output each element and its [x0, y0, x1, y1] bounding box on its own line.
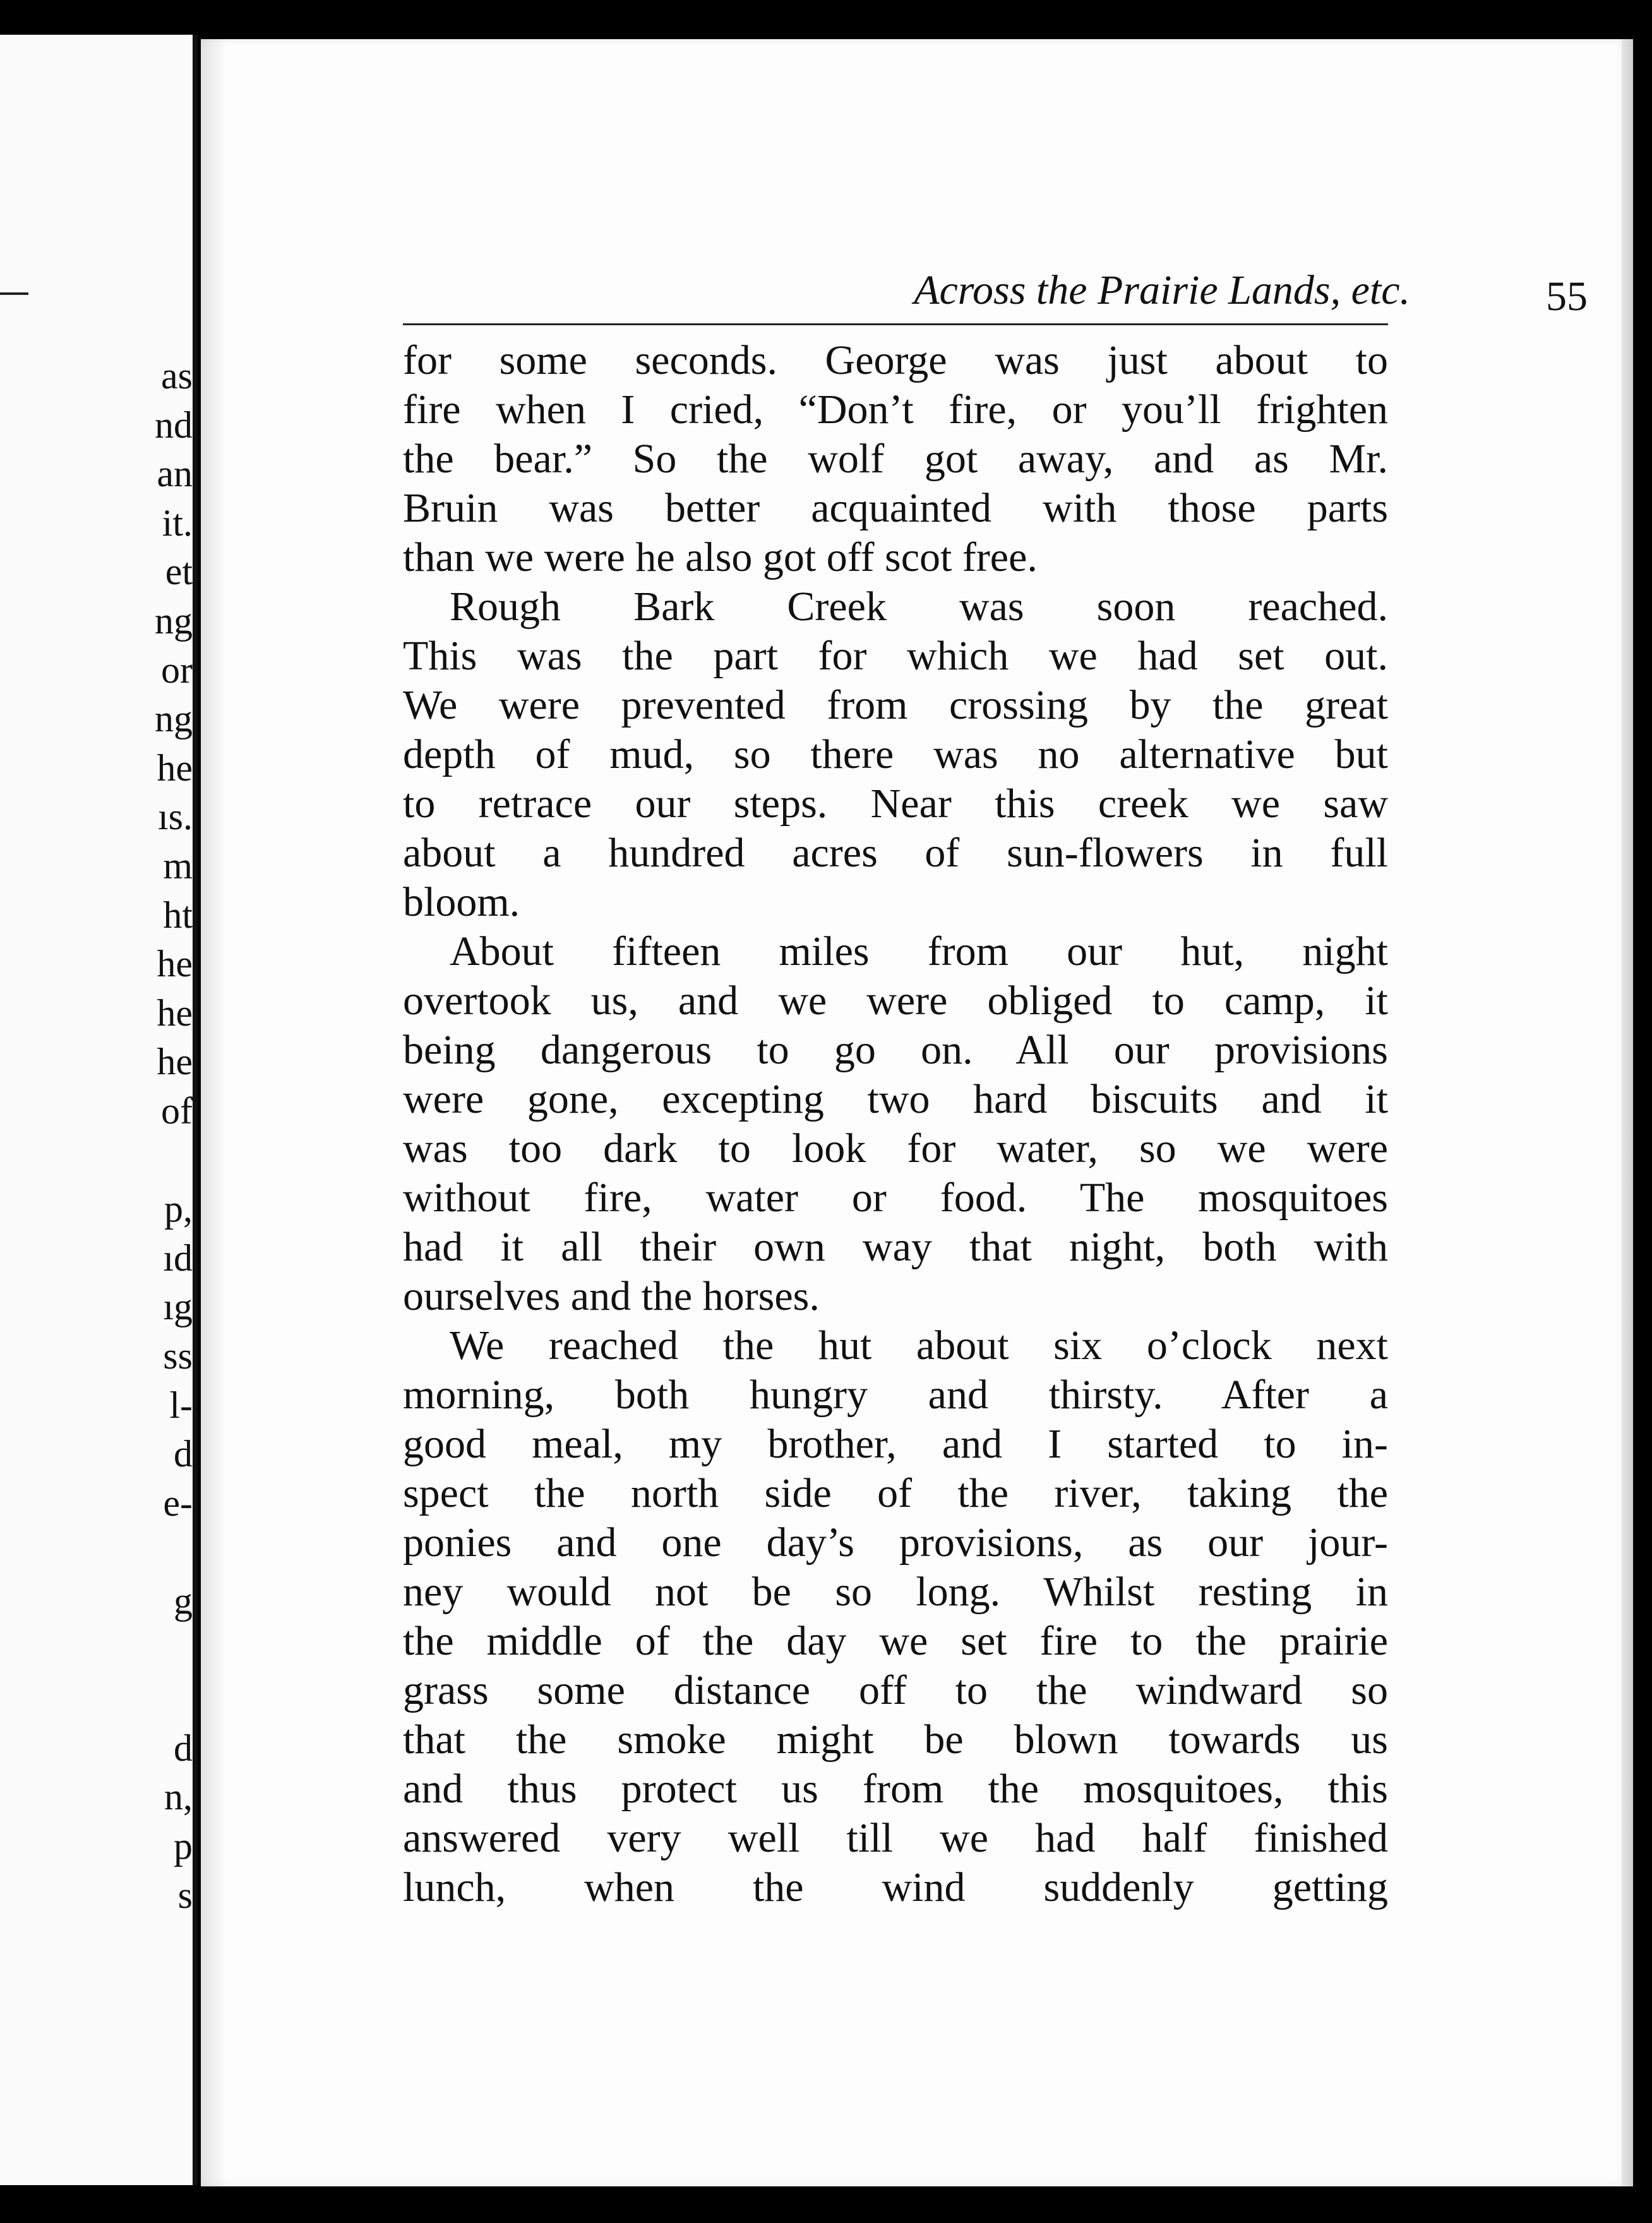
- left-page-fragment-line: ıs.: [157, 796, 193, 838]
- body-line: ponies and one day’s provisions, as our jour-: [403, 1519, 1388, 1566]
- body-line: answered very well till we had half finished: [403, 1815, 1388, 1861]
- body-line: Rough Bark Creek was soon reached.: [450, 584, 1388, 630]
- left-page-fragment-line: n,: [164, 1776, 193, 1818]
- body-line: depth of mud, so there was no alternative but: [403, 731, 1388, 777]
- body-line: About fifteen miles from our hut, night: [450, 928, 1388, 974]
- left-page-fragment-line: l-: [169, 1384, 193, 1426]
- left-page-fragment-line: p,: [164, 1188, 193, 1230]
- body-line: without fire, water or food. The mosquitoes: [403, 1175, 1388, 1221]
- body-line: spect the north side of the river, taking the: [403, 1470, 1388, 1516]
- left-page-fragment-line: s: [177, 1874, 193, 1916]
- left-page-fragment-line: d: [174, 1433, 193, 1475]
- body-line: morning, both hungry and thirsty. After a: [403, 1372, 1388, 1418]
- body-line: for some seconds. George was just about to: [403, 337, 1388, 383]
- body-line: to retrace our steps. Near this creek we saw: [403, 781, 1388, 827]
- left-page-fragment-line: p: [174, 1825, 193, 1867]
- body-line: overtook us, and we were obliged to camp, it: [403, 978, 1388, 1024]
- body-line: fire when I cried, “Don’t fire, or you’ll frighten: [403, 386, 1388, 433]
- left-page-fragment-line: ıg: [163, 1286, 193, 1328]
- running-head: [403, 229, 1596, 323]
- left-page-fragment-line: g: [174, 1580, 193, 1622]
- left-page-fragment-line: ng: [155, 600, 193, 642]
- body-line: were gone, excepting two hard biscuits and it: [403, 1076, 1388, 1122]
- left-page-fragment-line: m: [163, 845, 193, 887]
- left-page-fragment-line: as: [161, 355, 193, 397]
- body-line: the middle of the day we set fire to the prairie: [403, 1618, 1388, 1664]
- body-line: was too dark to look for water, so we were: [403, 1125, 1388, 1171]
- body-line: grass some distance off to the windward so: [403, 1667, 1388, 1713]
- left-page-fragment-line: ng: [155, 698, 193, 740]
- body-line: This was the part for which we had set out.: [403, 633, 1388, 679]
- body-line: and thus protect us from the mosquitoes, this: [403, 1766, 1388, 1812]
- body-line: We were prevented from crossing by the great: [403, 682, 1388, 728]
- body-line: ney would not be so long. Whilst resting in: [403, 1569, 1388, 1615]
- left-page-fragment-line: an: [157, 453, 193, 495]
- left-page-fragment-line: ht: [163, 894, 193, 936]
- body-line: bloom.: [403, 879, 520, 925]
- left-page-rule: [0, 292, 28, 295]
- left-page-fragment-line: ss: [163, 1335, 193, 1377]
- body-line: had it all their own way that night, both with: [403, 1224, 1388, 1270]
- left-page-fragment-line: he: [157, 943, 193, 985]
- body-line: the bear.” So the wolf got away, and as Mr.: [403, 436, 1388, 482]
- body-line: ourselves and the horses.: [403, 1273, 820, 1319]
- spine-shadow: [201, 39, 226, 2186]
- left-page-fragment-line: ıd: [163, 1237, 193, 1279]
- body-line: than we were he also got off scot free.: [403, 534, 1038, 580]
- left-page-fragment-line: d: [174, 1727, 193, 1769]
- body-line: lunch, when the wind suddenly getting: [403, 1864, 1388, 1910]
- right-page: [201, 39, 1633, 2186]
- left-page-fragment: [0, 35, 198, 2185]
- left-page-fragment-line: he: [157, 1041, 193, 1083]
- body-line: We reached the hut about six o’clock next: [450, 1322, 1388, 1369]
- left-page-fragment-line: et: [165, 551, 193, 593]
- body-text: [403, 336, 1388, 1912]
- header-rule: [403, 323, 1388, 325]
- page-edge: [1622, 39, 1633, 2186]
- page-number: 55: [1546, 273, 1588, 320]
- left-page-fragment-line: it.: [162, 501, 193, 544]
- left-page-fragment-line: he: [157, 992, 193, 1034]
- left-page-fragment-line: he: [157, 746, 193, 789]
- body-line: that the smoke might be blown towards us: [403, 1717, 1388, 1763]
- body-line: about a hundred acres of sun-flowers in full: [403, 830, 1388, 876]
- body-line: being dangerous to go on. All our provisions: [403, 1027, 1388, 1073]
- running-title: Across the Prairie Lands, etc.: [914, 267, 1410, 313]
- body-line: Bruin was better acquainted with those parts: [403, 485, 1388, 531]
- left-page-fragment-line: nd: [155, 404, 193, 446]
- body-line: good meal, my brother, and I started to in-: [403, 1421, 1388, 1467]
- left-page-fragment-line: of: [161, 1090, 193, 1132]
- left-page-fragment-line: e-: [163, 1482, 193, 1524]
- left-page-fragment-line: or: [161, 649, 193, 691]
